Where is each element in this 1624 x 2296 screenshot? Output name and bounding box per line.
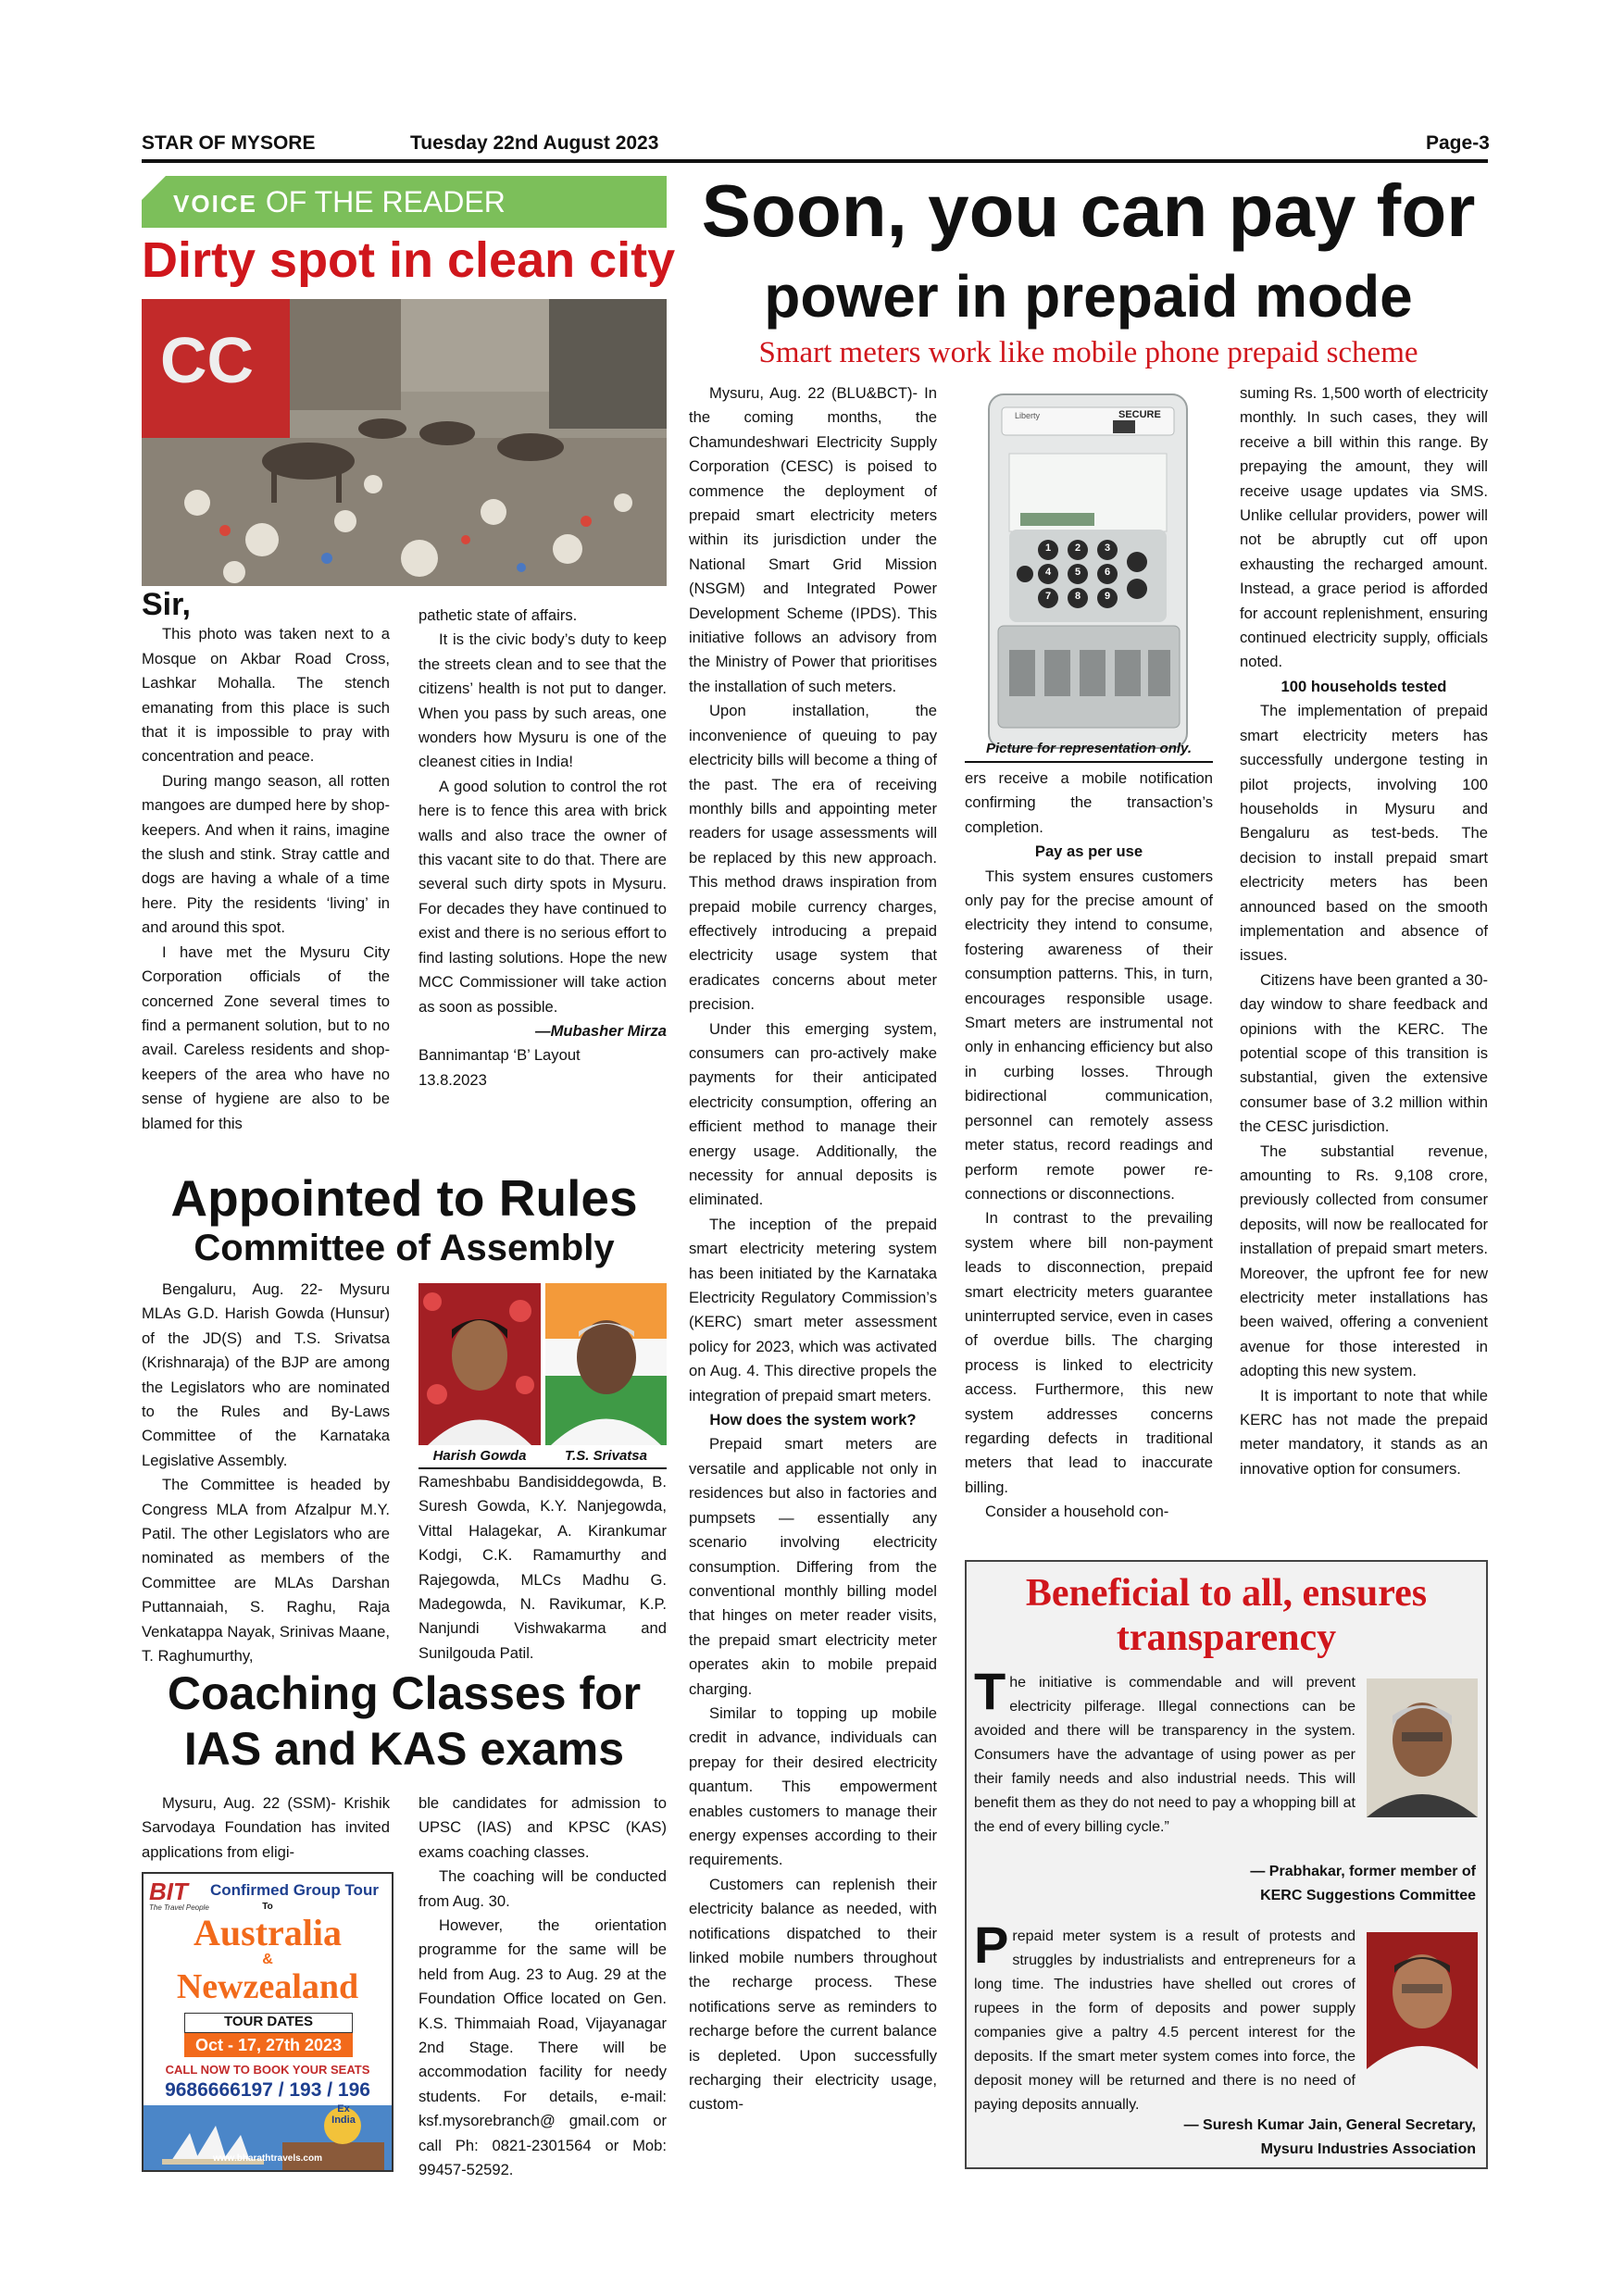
caption-rule — [418, 1467, 667, 1469]
meter-key-1: 1 — [1045, 543, 1052, 554]
ad-tour-dates: Oct - 17, 27th 2023 — [184, 2033, 353, 2057]
harish-gowda-photo — [418, 1283, 541, 1445]
masthead-rule — [142, 159, 1488, 163]
attribution-suresh-kumar-jain — [967, 2114, 1476, 2162]
reader-banner — [142, 176, 667, 228]
main-para: ers receive a mobile notification confirming the transaction’s completion. — [965, 769, 1213, 836]
ad-call-to-action[interactable]: CALL NOW TO BOOK YOUR SEATS — [165, 2063, 370, 2077]
main-para: The inception of the prepaid smart electricity metering system has been initiated by the Karnataka Electricity Regulatory Commission’s (KERC) smart meter assessment policy for 2023, which was activated on Aug. 4. This directive propels the integration of prepaid smart meters. — [689, 1215, 937, 1404]
meter-make-label: Liberty — [1015, 411, 1041, 420]
reader-letter-col2 — [418, 604, 667, 1092]
quote-text: The initiative is commendable and will prevent electricity pilferage. Illegal connections can be avoided and there will be transparency in the system. Consumers have the advantage of using power as per their family needs and also industrial needs. This will benefit them as they do not need to pay a whopping bill at the end of every billing cycle.” — [974, 1662, 1355, 1835]
attribution-line: KERC Suggestions Committee — [1260, 1888, 1476, 1903]
ad-destination-australia: Australia — [194, 1912, 342, 1953]
travel-ad[interactable] — [142, 1872, 394, 2172]
main-para: Citizens have been granted a 30-day window to share feedback and opinions with the KERC. The potential scope of this transition is substantial, given the extensive consumer base of 3.2 million within the CESC jurisdiction. — [1240, 970, 1488, 1136]
main-para: suming Rs. 1,500 worth of electricity monthly. In such cases, they will receive a bill within this range. By prepaying the amount, they will receive usage updates via SMS. Unlike cellular providers, power will not be abruptly cut off upon exhausting the recharged amount. Instead, a grace period is afforded for account replenishment, ensuring continued electricity supply, officials noted. — [1240, 384, 1488, 671]
coaching-subheadline: IAS and KAS exams — [183, 1723, 625, 1775]
main-subhead: Smart meters work like mobile phone prepaid scheme — [758, 336, 1418, 369]
main-para: Prepaid smart meters are versatile and applicable not only in residences but also in factories and pumpsets — essentially any scenario involving electricity consumption. Differing from the conventional monthly billing model that hinges on meter reader visits, the prepaid smart electricity meter operates akin to mobile prepaid charging. — [689, 1435, 937, 1698]
meter-key-3: 3 — [1105, 543, 1111, 554]
main-subheading: Pay as per use — [1034, 842, 1143, 861]
prabhakar-photo — [1367, 1678, 1478, 1817]
main-para: In contrast to the prevailing system where bill non-payment leads to disconnection, prepaid smart electricity meters guarantee uninterrupted service, even in cases of overdue bills. The charging process is linked to electricity access. Furthermore, this new system addresses concerns regarding defects in traditional meters that lead to inaccurate billing. — [965, 1209, 1213, 1496]
banner-corner-notch — [142, 176, 166, 200]
smart-meter-photo — [965, 381, 1213, 755]
quote-suresh-kumar-jain — [974, 1915, 1355, 2117]
reader-para: It is the civic body’s duty to keep the streets clean and to see that the citizens’ health is not put to danger. When you pass by such areas, one wonders how Mysuru is one of the cleanest cities in India! — [418, 630, 667, 771]
paper-name: STAR OF MYSORE — [142, 132, 316, 154]
main-para: This system ensures customers only pay for the precise amount of electricity they intend to consume, fostering awareness of their consumption patterns. This, in turn, encourages responsible usage. Smart meters are instrumental not only in enhancing efficiency but also in curbing losses. Through bidirectional communication, personnel can remotely assess meter status, record readings and perform remote power re-connections or disconnections. — [965, 867, 1213, 1203]
quote-prabhakar — [974, 1662, 1355, 1840]
reactions-box — [965, 1560, 1488, 2169]
reader-para: A good solution to control the rot here is to fence this area with brick walls and also trace the owner of this vacant site to do that. There are several such dirty spots in Mysuru. For decades they have continued to exist and there is no serious effort to find lasting solutions. Hope the new MCC Commissioner will take action as soon as possible. — [418, 777, 667, 1016]
reader-para: pathetic state of affairs. — [418, 606, 578, 624]
rules-col2 — [418, 1470, 667, 1666]
banner-tag-rest: OF THE READER — [265, 185, 506, 218]
photo-caption-rule — [965, 761, 1213, 763]
attribution-line: — Prabhakar, former member of — [1250, 1864, 1476, 1879]
ad-title: Confirmed Group Tour — [210, 1881, 379, 1899]
rules-para: The Committee is headed by Congress MLA from Afzalpur M.Y. Patil. The other Legislators who are nominated as members of the Committee are MLAs Darshan Puttannaiah, S. Raghu, Raja Venkatappa Nayak, Srinivas Maane, T. Raghumurthy, — [142, 1476, 390, 1666]
main-para: Customers can replenish their electricity balance as needed, with notifications dispatched to their linked mobile numbers throughout the recharge process. These notifications serve as reminders to recharge before the current balance is depleted. Upon successfully recharging their electricity usage, custom- — [689, 1875, 937, 2114]
attribution-line: — Suresh Kumar Jain, General Secretary, — [1183, 2117, 1476, 2133]
main-col3 — [1240, 381, 1488, 1481]
ad-url[interactable]: www.bharathtravels.com — [213, 2153, 322, 2164]
main-para: The implementation of prepaid smart electricity meters has successfully undergone testing in pilot projects, involving 100 households in Mysuru and Bengaluru as test-beds. The decision to install prepaid smart electricity meters has been announced based on the smooth implementation and absence of issues. — [1240, 702, 1488, 965]
ad-to: To — [262, 1902, 273, 1912]
main-para: It is important to note that while KERC has not made the prepaid meter mandatory, it stands as an innovative option for consumers. — [1240, 1386, 1488, 1478]
meter-photo-caption: Picture for representation only. — [986, 741, 1192, 756]
meter-key-9: 9 — [1105, 591, 1111, 602]
coaching-col2 — [418, 1791, 667, 2183]
reader-signature: —Mubasher Mirza — [535, 1021, 667, 1040]
coaching-para: ble candidates for admission to UPSC (IAS) and KPSC (KAS) exams coaching classes. — [418, 1794, 667, 1861]
box-headline-line2: transparency — [1116, 1616, 1337, 1659]
meter-key-5: 5 — [1075, 567, 1081, 578]
ad-brand-tagline: The Travel People — [149, 1903, 209, 1912]
meter-key-2: 2 — [1075, 543, 1081, 554]
reader-letter-col1 — [142, 587, 390, 1136]
main-headline: Soon, you can pay for — [701, 169, 1476, 252]
garbage-photo — [142, 299, 667, 586]
ad-tour-dates-label: TOUR DATES — [184, 2013, 353, 2033]
ad-destination-newzealand: Newzealand — [176, 1967, 359, 2006]
ad-brand-logo: BIT — [149, 1878, 188, 1905]
main-para: Upon installation, the inconvenience of queuing to pay electricity bills will become a thing of the past. The era of receiving monthly bills and appointing meter readers for usage assessments will be replaced by this new approach. This method draws inspiration from prepaid mobile currency charges, effectively introducing a prepaid electricity usage system that eradicates concerns about meter precision. — [689, 702, 937, 1014]
reader-para: This photo was taken next to a Mosque on Akbar Road Cross, Lashkar Mohalla. The stench emanating from this place is such that it is impossible to pray with concentration and peace. — [142, 625, 390, 766]
page-number: Page-3 — [1426, 132, 1490, 154]
issue-date: Tuesday 22nd August 2023 — [410, 132, 659, 154]
ad-ampersand: & — [262, 1952, 273, 1967]
main-para: Under this emerging system, consumers can pro-actively make payments for their anticipated electricity consumption, offering an efficient method to manage their energy usage. Additionally, the necessity for annual deposits is eliminated. — [689, 1019, 937, 1209]
svg-text:CC: CC — [160, 324, 255, 396]
reader-para: During mango season, all rotten mangoes are dumped here by shop-keepers. And when it rains, imagine the slush and stink. Stray cattle and dogs are having a whale of a time here. Pity the residents ‘living’ in and around this spot. — [142, 771, 390, 937]
meter-key-7: 7 — [1045, 591, 1052, 602]
banner-tag-bold: VOICE — [173, 190, 257, 218]
ts-srivatsa-photo — [545, 1283, 667, 1445]
reader-headline: Dirty spot in clean city — [142, 232, 676, 288]
main-col2 — [965, 767, 1213, 1525]
rules-para: Rameshbabu Bandisiddegowda, B. Suresh Gowda, K.Y. Nanjegowda, Vittal Halagekar, A. Kirankumar Kodgi, C.K. Ramamurthy and Rajegowda, MLCs Madhu G. Madegowda, N. Ravikumar, K.P. Nanjundi Vishwakarma and Sunilgouda Patil. — [418, 1473, 667, 1662]
meter-brand-label: SECURE — [1118, 409, 1161, 420]
attribution-line: Mysuru Industries Association — [1260, 2141, 1476, 2157]
meter-key-6: 6 — [1105, 567, 1111, 578]
rules-col1 — [142, 1278, 390, 1669]
reader-address: Bannimantap ‘B’ Layout — [418, 1046, 581, 1065]
main-para: Consider a household con- — [985, 1503, 1169, 1521]
reader-para: I have met the Mysuru City Corporation officials of the concerned Zone several times to find a permanent solution, but to no avail. Careless residents and shop-keepers of the area who have no sense of hygiene are also to be blamed for this — [142, 942, 390, 1132]
ad-phone[interactable]: 9686666197 / 193 / 196 — [165, 2079, 370, 2101]
coaching-para: The coaching will be conducted from Aug. 30. — [418, 1867, 667, 1910]
coaching-para: Mysuru, Aug. 22 (SSM)- Krishik Sarvodaya Foundation has invited applications from eligi- — [142, 1794, 390, 1861]
box-headline: Beneficial to all, ensures — [1025, 1572, 1428, 1615]
main-subheading: How does the system work? — [709, 1411, 917, 1429]
main-para: Mysuru, Aug. 22 (BLU&BCT)- In the coming months, the Chamundeshwari Electricity Supply Corporation (CESC) is poised to commence the deployment of prepaid smart electricity meters within its jurisdiction under the National Smart Grid Mission (NSGM) and Integrated Power Development Scheme (IPDS). This initiative follows an advisory from the Ministry of Power that prioritises the installation of such meters. — [689, 384, 937, 695]
photo-caption-harish: Harish Gowda — [432, 1448, 527, 1464]
main-col1 — [689, 381, 937, 2117]
coaching-headline: Coaching Classes for — [167, 1667, 642, 1719]
rules-headline: Appointed to Rules — [170, 1169, 638, 1227]
main-para: The substantial revenue, amounting to Rs. 9,108 crore, previously collected from consumer deposits, will now be reallocated for installation of prepaid smart meters. Moreover, the upfront fee for new electricity meter installations has been waived, offering a convenient avenue for those interested in adopting this new system. — [1240, 1142, 1488, 1380]
meter-key-4: 4 — [1045, 567, 1052, 578]
reader-letter-date: 13.8.2023 — [418, 1070, 487, 1089]
suresh-kumar-jain-photo — [1367, 1932, 1478, 2069]
coaching-col1 — [142, 1791, 390, 1865]
coaching-para: However, the orientation programme for the same will be held from Aug. 23 to Aug. 29 at the Foundation Office located on Gen. K.S. Thimmaiah Road, Vijayanagar 2nd Stage. There will be accommodation facility for needy students. For details, e-mail: ksf.mysorebranch@ gmail.com or call Ph: 0821-2301564 or Mob: 99457-52592. — [418, 1916, 667, 2179]
main-subheading: 100 households tested — [1280, 677, 1447, 695]
ad-ex-india-badge: Ex India — [331, 2103, 356, 2126]
main-headline-line2: power in prepaid mode — [764, 263, 1413, 330]
attribution-prabhakar — [967, 1860, 1476, 1908]
quote-text: Prepaid meter system is a result of protests and struggles by industrialists and entrepreneurs for a long time. The industries have shelled out crores of rupees in the form of deposits and power supply companies give a paltry 4.5 percent interest for the deposits. If the smart meter system comes into force, the deposit money will be returned and there is no need of paying deposits annually. — [974, 1915, 1355, 2113]
rules-subheadline: Committee of Assembly — [194, 1228, 615, 1268]
meter-key-8: 8 — [1075, 591, 1081, 602]
photo-caption-srivatsa: T.S. Srivatsa — [565, 1448, 647, 1464]
main-para: Similar to topping up mobile credit in advance, individuals can prepay for their desired electricity quantum. This empowerment enables customers to manage their energy expenses according to their requirements. — [689, 1703, 937, 1869]
rules-para: Bengaluru, Aug. 22- Mysuru MLAs G.D. Harish Gowda (Hunsur) of the JD(S) and T.S. Srivatsa (Krishnaraja) of the BJP are among the Legislators who are nominated to the Rules and By-Laws Committee of the Karnataka Legislative Assembly. — [142, 1280, 390, 1469]
reader-salutation: Sir, — [142, 587, 191, 622]
